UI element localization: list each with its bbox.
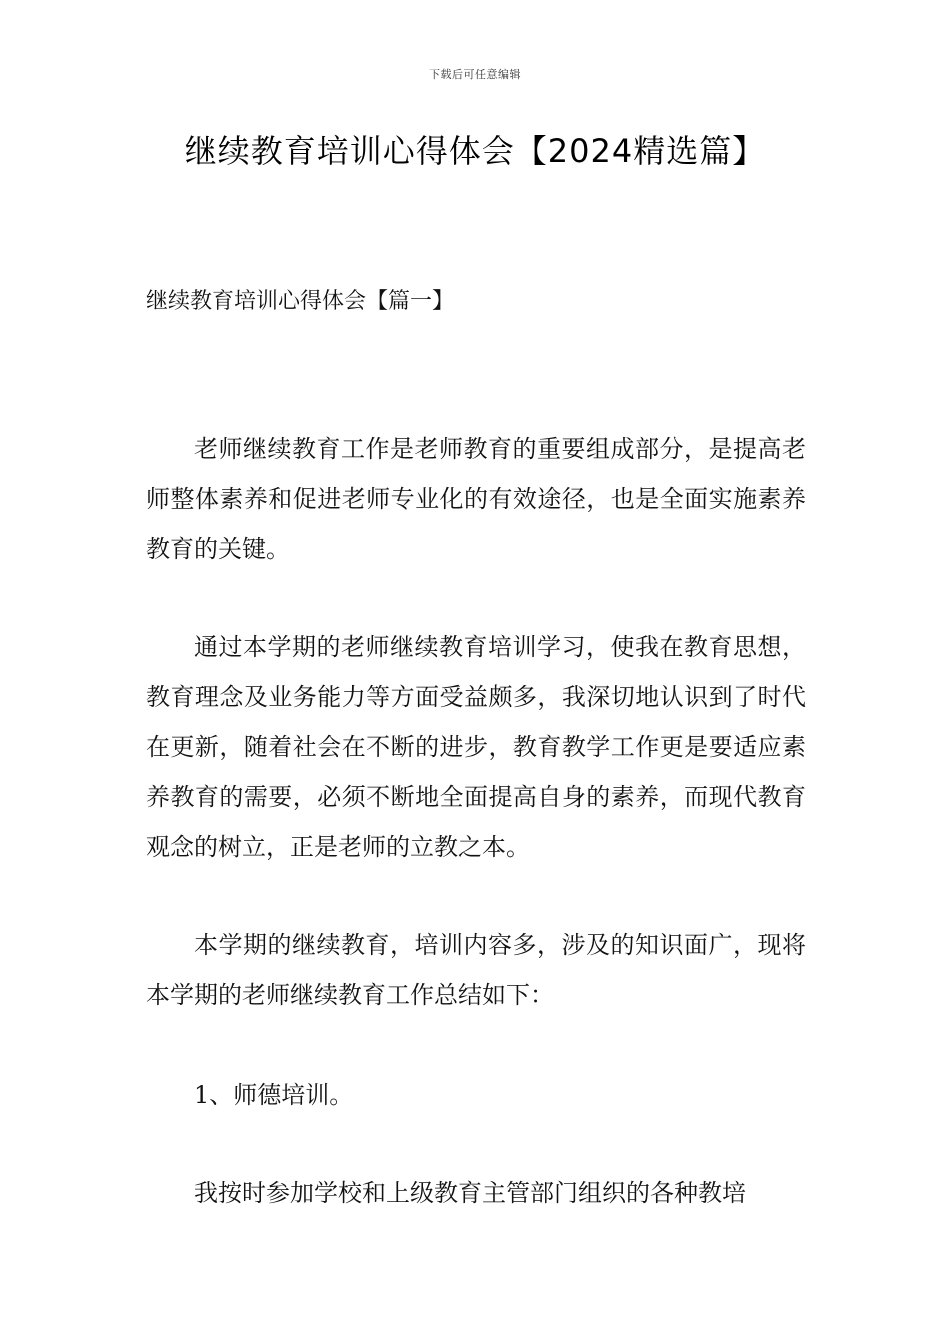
- list-item-heading: 1、师德培训。: [194, 1081, 354, 1109]
- body-paragraph: 老师继续教育工作是老师教育的重要组成部分，是提高老师整体素养和促进老师专业化的有效途径，也是全面实施素养教育的关键。: [146, 435, 806, 563]
- body-paragraph: 我按时参加学校和上级教育主管部门组织的各种教培: [194, 1179, 746, 1207]
- document-title: 继续教育培训心得体会【2024精选篇】: [184, 132, 766, 170]
- body-paragraph: 通过本学期的老师继续教育培训学习，使我在教育思想，教育理念及业务能力等方面受益颇多，我深切地认识到了时代在更新，随着社会在不断的进步，教育教学工作更是要适应素养教育的需要，必须不断地全面提高自身的素养，而现代教育观念的树立，正是老师的立教之本。: [146, 633, 806, 861]
- section-heading: 继续教育培训心得体会【篇一】: [146, 289, 455, 314]
- header-note: 下载后可任意编辑: [429, 68, 521, 81]
- body-paragraph: 本学期的继续教育，培训内容多，涉及的知识面广，现将本学期的老师继续教育工作总结如下：: [146, 931, 806, 1009]
